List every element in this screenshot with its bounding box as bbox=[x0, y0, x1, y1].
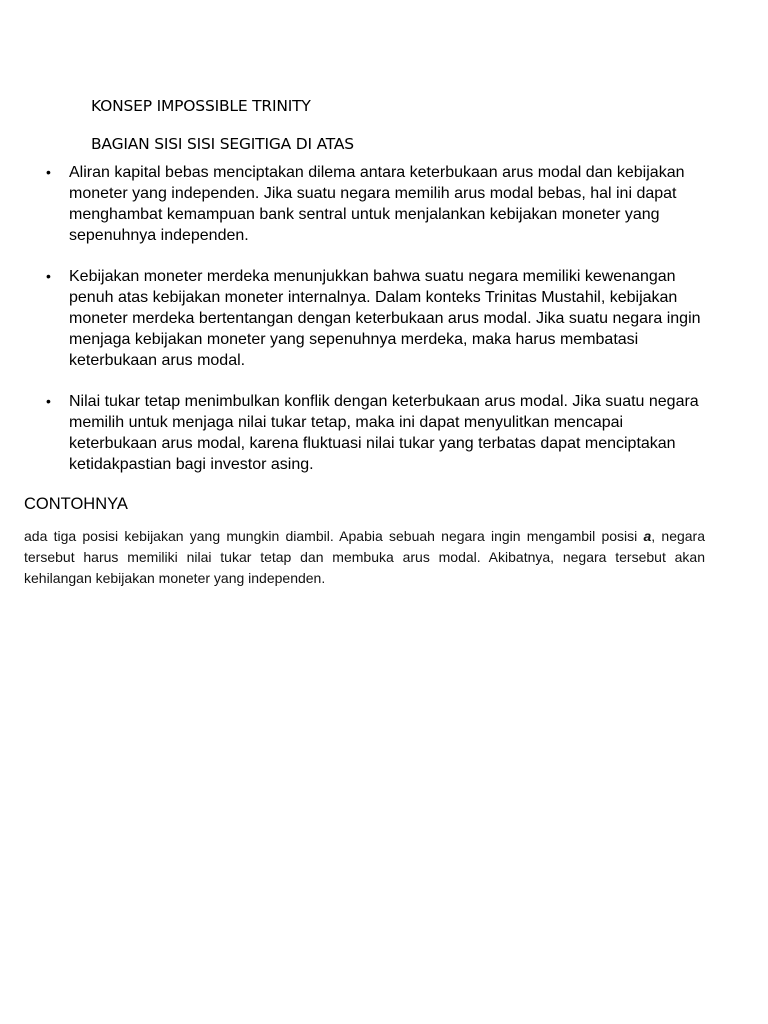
example-paragraph bbox=[24, 526, 705, 589]
bullet-dot-icon: • bbox=[46, 164, 51, 180]
example-emphasis: a bbox=[643, 528, 652, 544]
bullet-item-fixed-exchange-rate bbox=[46, 391, 709, 475]
example-heading: CONTOHNYA bbox=[24, 495, 128, 513]
bullet-item-capital-flow bbox=[46, 162, 709, 246]
document-title: KONSEP IMPOSSIBLE TRINITY bbox=[91, 97, 311, 115]
bullet-dot-icon: • bbox=[46, 268, 51, 284]
bullet-item-monetary-policy bbox=[46, 266, 709, 371]
bullet-text: Nilai tukar tetap menimbulkan konflik dengan keterbukaan arus modal. Jika suatu negara memilih untuk menjaga nilai tukar tetap, maka ini dapat menyulitkan mencapai keterbukaan arus modal, karena fluktuasi nilai tukar yang terbatas dapat menciptakan ketidakpastian bagi investor asing. bbox=[69, 393, 699, 473]
bullet-text: Aliran kapital bebas menciptakan dilema antara keterbukaan arus modal dan kebijakan moneter yang independen. Jika suatu negara memilih arus modal bebas, hal ini dapat menghambat kemampuan bank sentral untuk menjalankan kebijakan moneter yang sepenuhnya independen. bbox=[69, 164, 685, 244]
bullet-dot-icon: • bbox=[46, 393, 51, 409]
bullet-text: Kebijakan moneter merdeka menunjukkan bahwa suatu negara memiliki kewenangan penuh atas kebijakan moneter internalnya. Dalam konteks Trinitas Mustahil, kebijakan moneter merdeka bertentangan dengan keterbukaan arus modal. Jika suatu negara ingin menjaga kebijakan moneter yang sepenuhnya merdeka, maka harus membatasi keterbukaan arus modal. bbox=[69, 268, 701, 369]
example-text-start: ada tiga posisi kebijakan yang mungkin diambil. Apabia sebuah negara ingin mengambil posisi bbox=[24, 528, 644, 544]
section-title: BAGIAN SISI SISI SEGITIGA DI ATAS bbox=[91, 135, 354, 153]
bullet-list bbox=[0, 162, 768, 495]
example-text-end: , negara tersebut harus memiliki nilai tukar tetap dan membuka arus modal. Akibatnya, negara tersebut akan kehilangan kebijakan moneter yang independen. bbox=[24, 528, 706, 586]
